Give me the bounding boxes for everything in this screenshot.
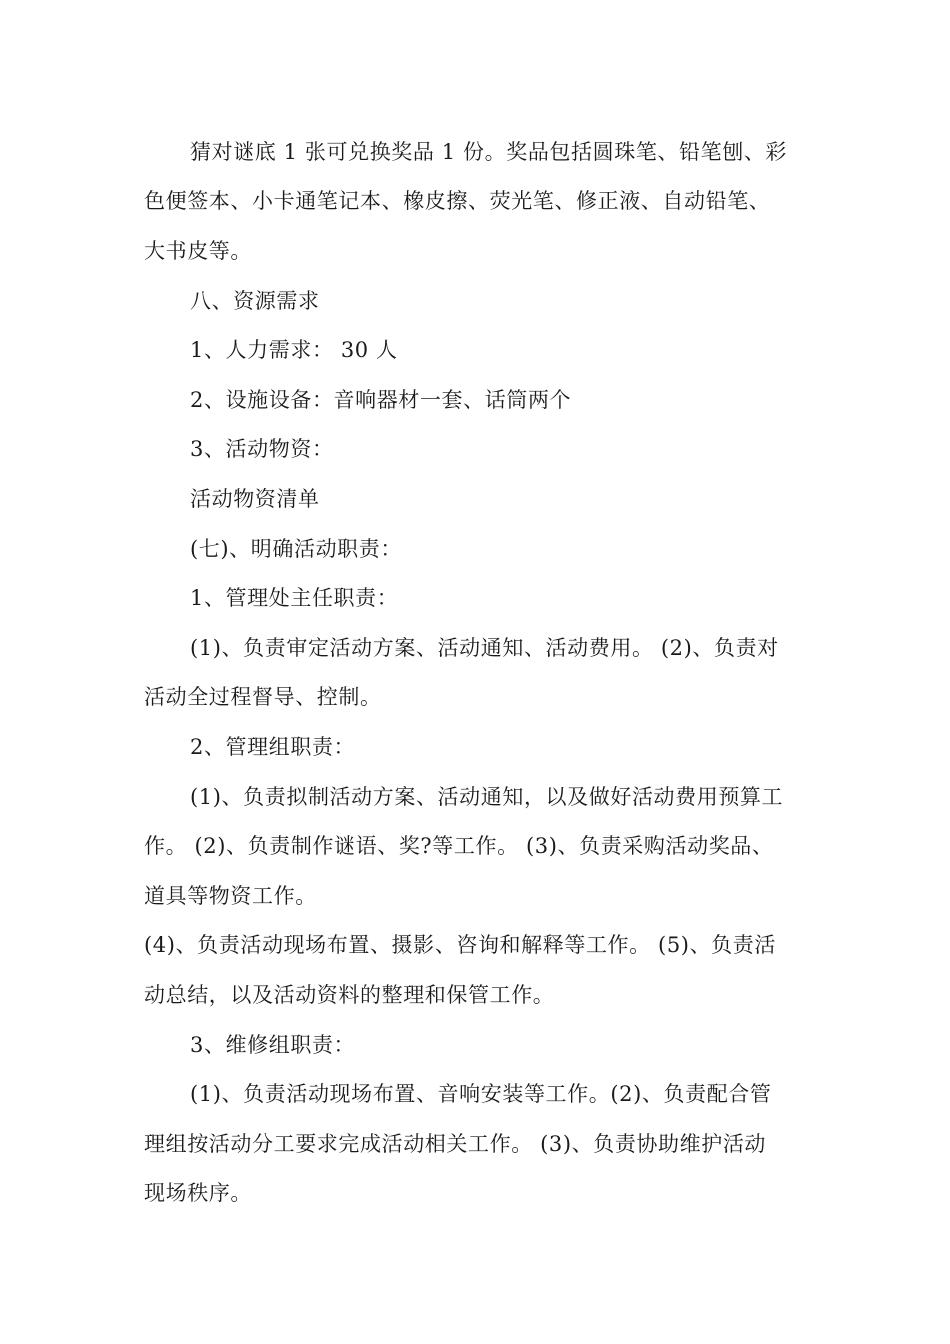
paragraph-line: 作。 (2)、负责制作谜语、奖?等工作。 (3)、负责采购活动奖品、: [144, 834, 774, 858]
paragraph-line: 2、设施设备：音响器材一套、话筒两个: [190, 388, 572, 412]
paragraph-line: 大书皮等。: [144, 239, 252, 263]
paragraph-line: (1)、负责拟制活动方案、活动通知，以及做好活动费用预算工: [190, 785, 784, 809]
section-heading: (七)、明确活动职责：: [190, 537, 402, 561]
paragraph-line: 3、活动物资：: [190, 437, 334, 461]
paragraph-line: 道具等物资工作。: [144, 884, 317, 908]
paragraph-line: 3、维修组职责：: [190, 1033, 356, 1057]
paragraph-line: 2、管理组职责：: [190, 735, 356, 759]
paragraph-line: 活动全过程督导、控制。: [144, 685, 382, 709]
paragraph-line: (4)、负责活动现场布置、摄影、咨询和解释等工作。 (5)、负责活: [144, 933, 776, 957]
section-heading: 八、资源需求: [190, 289, 320, 313]
paragraph-line: 1、管理处主任职责：: [190, 586, 399, 610]
paragraph-line: 动总结，以及活动资料的整理和保管工作。: [144, 983, 555, 1007]
paragraph-line: (1)、负责审定活动方案、活动通知、活动费用。 (2)、负责对: [190, 636, 779, 660]
paragraph-line: 活动物资清单: [190, 487, 320, 511]
paragraph-line: 现场秩序。: [144, 1181, 252, 1205]
paragraph-line: 色便签本、小卡通笔记本、橡皮擦、荧光笔、修正液、自动铅笔、: [144, 189, 771, 213]
paragraph-line: 理组按活动分工要求完成活动相关工作。 (3)、负责协助维护活动: [144, 1132, 767, 1156]
paragraph-line: 猜对谜底 1 张可兑换奖品 1 份。奖品包括圆珠笔、铅笔刨、彩: [190, 140, 788, 164]
paragraph-line: (1)、负责活动现场布置、音响安装等工作。(2)、负责配合管: [190, 1082, 772, 1106]
paragraph-line: 1、人力需求： 30 人: [190, 338, 398, 362]
